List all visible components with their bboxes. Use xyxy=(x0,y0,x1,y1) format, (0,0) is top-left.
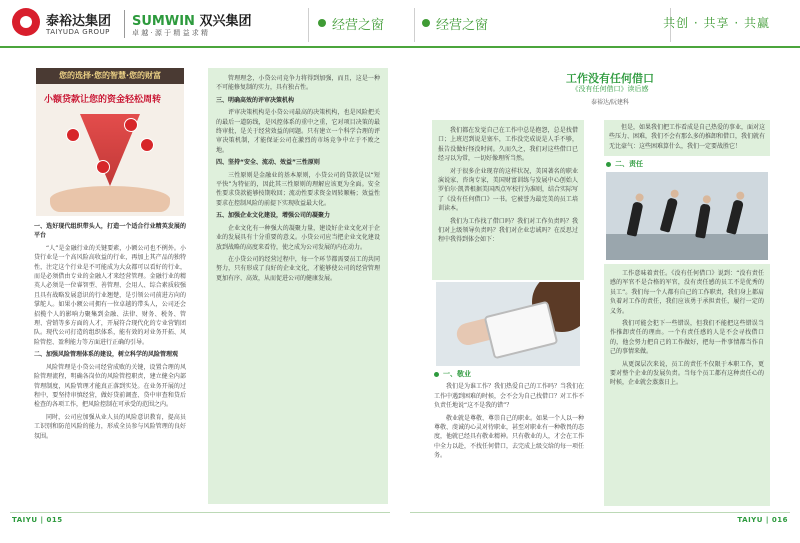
header-rule xyxy=(0,46,800,48)
article-column-3 xyxy=(432,120,584,280)
article-column-1 xyxy=(34,222,186,504)
section-heading-row xyxy=(606,160,768,170)
article-title: 工作没有任何借口 xyxy=(566,72,654,85)
section-heading-label: 二、责任 xyxy=(615,160,643,168)
logo2-english: SUMWIN xyxy=(132,14,195,29)
channel-right-label: 经营之窗 xyxy=(436,17,489,33)
paragraph: 敬业就是尊敬、尊崇自己的职业。如果一个人以一种尊敬、虔诚的心灵对待职业，甚至对职业有一种敬畏的态度，他就已经具有敬业精神。只有敬业的人，才会在工作中全力以赴，不找任何借口，去完成上级交给的每一项任务。 xyxy=(434,414,584,460)
paragraph: 风险管理是小贷公司经营成败的关键，设置合理的风险管理流程，明确各岗位的风险管控职责，建立健全内部管理制度，风险管理才能真正落到实处。在业务开展的过程中，要坚持审慎经营，做好贷前调查、贷中审查和贷后检查的各项工作，把风险控制在可承受的范围之内。 xyxy=(34,363,186,409)
bullet-icon xyxy=(606,162,611,167)
paragraph: 我们可能会犯下一些错误，但我们不能把这些错误当作推卸责任的理由。一个有责任感的人是不会寻找借口的，他会努力把自己的工作做好，把每一件事情都当作自己的事情来做。 xyxy=(610,320,764,356)
ground-graphic xyxy=(606,234,768,260)
page-number: 016 xyxy=(771,516,788,524)
page-header xyxy=(0,0,800,46)
article-subtitle: 《没有任何借口》读后感 xyxy=(571,85,649,93)
section-heading xyxy=(434,370,584,379)
article-author: 泰裕达/阮建科 xyxy=(590,99,630,106)
bullet-icon xyxy=(318,19,326,27)
footer-rule xyxy=(410,512,790,513)
paragraph: 从更深层次来说，员工的责任不仅限于本职工作，更要对整个企业的发展负责。当每个员工都有这种责任心的时候，企业就会蒸蒸日上。 xyxy=(610,360,764,387)
tablet-graphic xyxy=(484,301,559,360)
hand-graphic xyxy=(50,186,170,212)
paragraph: 但是，如果我们把工作看成是自己热爱的事业，面对这些压力、困难，我们不会有那么多的推卸和借口，我们就有无比豪气：这些困难算什么，我们一定要战胜它！ xyxy=(609,124,766,150)
tablet-photo xyxy=(436,282,580,366)
paragraph: 企业文化有一种强大的凝聚力量，建设好企业文化对于企业的发展具有十分重要的意义。小贷公司应当把企业文化建设放到战略的高度来看待，使之成为公司发展的内在动力。 xyxy=(216,224,380,251)
bullet-icon xyxy=(434,372,439,377)
footer-right: TAIYU | 016 xyxy=(737,516,788,524)
paragraph: 评审决策机构是小贷公司最高的决策机构，也是风险把关的最后一道防线，是风控体系的重中之重，它对项目决策的最终审批，是关于经营效益的问题。只有建立一个科学合理的评审决策机制，才能保证公司在激烈的市场竞争中立于不败之地。 xyxy=(216,109,380,154)
runner-figure xyxy=(726,199,744,234)
paragraph: 五、加强企业文化建设，增强公司的凝聚力 xyxy=(216,212,331,220)
footer-left: TAIYU | 015 xyxy=(12,516,63,524)
paragraph: 三性原则是金融业的基本原则，小贷公司的贷款是以“短平快”为特征的，因此其三性原则的理解应该更为全面。安全性要求贷款能够按期收回；流动性要求资金周转顺畅；效益性要求在控制风险的前提下实现收益最大化。 xyxy=(216,171,380,207)
paragraph: 工作意味着责任。《没有任何借口》说到：“没有责任感的军官不是合格的军官，没有责任感的员工不是优秀的员工”。我们每一个人都有自己的工作职责，我们身上都肩负着对工作的责任，我们应该勇于承担责任，履行一定的义务。 xyxy=(610,270,764,315)
runner-figure xyxy=(627,201,644,236)
section-heading xyxy=(606,160,768,169)
paragraph: 同时，公司应加强从业人员的风险意识教育，提高员工识别和防范风险的能力，形成全员参与风险管理的良好氛围。 xyxy=(34,413,186,440)
logo1-english: TAIYUDA GROUP xyxy=(46,28,110,36)
paragraph: 我们为工作找了借口吗？我们对工作负责吗？我们对上级领导负责吗？我们对企业忠诚吗？在反思过程中我得到体会如下： xyxy=(438,217,578,244)
photo-banner: 您的选择·您的智慧·您的财富 xyxy=(36,68,184,84)
coin-icon xyxy=(96,160,110,174)
taiyuda-logo-icon xyxy=(12,8,40,36)
bullet-icon xyxy=(422,19,430,27)
coin-icon xyxy=(66,128,80,142)
slogan: 共创 · 共享 · 共赢 xyxy=(663,16,770,30)
paragraph: “人”是金融行业的关键要素，小额公司也不例外。小贷行业是一个高风险高收益的行业，再加上其产品的独特性，注定这个行业是不可能成为大众都可以看好的行业，而是必须借由专业的金融人才来经营管理。金融行业的精英人必须是一位睿智型、善管理、会用人、综合素质较强且具有战略发展意识的行业翘楚，是引领公司前进方向的掌舵人。如果小额公司拥有一位卓越的带头人，公司还会招揽个人的影响力聚集到金融、法律、财务、税务、管理、营销等多方面的人才，开展符合现代化的专业营销团队。现代公司打造的组织体系，能有效的对业务开拓、风险管控、盈利能力等方面进行正确的引导。 xyxy=(34,244,186,346)
brand-logos xyxy=(12,8,302,42)
channel-right xyxy=(422,12,488,34)
logo2-name xyxy=(132,10,251,29)
paragraph: 管理理念，小贷公司竞争力将得到加强，而且，这是一种不可能修复制的实力，具有独占性。 xyxy=(216,75,380,92)
paragraph: 在小贷公司的经营过程中，每一个环节都需要员工的共同努力，只有形成了良好的企业文化，才能够使公司的经营管理更加有序、高效，从而促进公司的健康发展。 xyxy=(216,255,380,282)
page-number: 015 xyxy=(46,516,63,524)
paragraph: 一、选好现代组织带头人，打造一个适合行业精英发展的平台 xyxy=(34,223,186,240)
logo1-name: 泰裕达集团 xyxy=(46,14,112,29)
footer-brand: TAIYU xyxy=(737,516,763,524)
article-column-5-top xyxy=(604,120,770,156)
coin-icon xyxy=(124,118,138,132)
loan-advert-photo xyxy=(36,68,184,216)
logo-divider xyxy=(124,10,125,38)
footer-brand: TAIYU xyxy=(12,516,38,524)
paragraph: 二、加强风险管理体系的建设，树立科学的风险管理观 xyxy=(34,351,179,359)
photo-headline: 小额贷款让您的资金轻松周转 xyxy=(44,95,162,105)
logo2-chinese: 双兴集团 xyxy=(199,14,252,29)
channel-left xyxy=(318,12,384,34)
paragraph: 三、明确高效的评审决策机构 xyxy=(216,96,295,104)
logo2-tagline: 卓 越 · 源 于 精 益 求 精 xyxy=(132,29,209,37)
paragraph: 四、坚持“安全、流动、效益”三性原则 xyxy=(216,159,320,167)
article-column-5 xyxy=(604,264,770,506)
paragraph: 我们都在发觉自己在工作中总是抱怨，总是找借口；上班迟到说是塞车，工作没完成说是人手不够，报告没做好怪没时间。久而久之，我们对这些借口已经习以为常，一切好像理所当然。 xyxy=(438,127,578,163)
coin-icon xyxy=(140,138,154,152)
header-divider xyxy=(308,8,309,42)
paragraph: 对于很多企业现存的这样状况，美国著名的职业演说家、咨询专家，美国财富训练与发展中心创始人罗伯尔·凯普根据美国西点军校行为准则，结合实际写了《没有任何借口》一书。它被誉为最完美的员工培训读本。 xyxy=(438,167,578,213)
runner-figure xyxy=(660,197,678,232)
paragraph: 我们是为谁工作？我们热爱自己的工作吗？当我们在工作中遇到困难的时候，会不会为自己找借口？对工作不负责任地说“这不是我的错”？ xyxy=(434,383,584,410)
runners-photo xyxy=(606,172,768,260)
article-column-2 xyxy=(208,68,388,504)
channel-left-label: 经营之窗 xyxy=(332,17,385,33)
section-heading-label: 一、敬业 xyxy=(443,370,471,378)
header-divider xyxy=(414,8,415,42)
article-column-4 xyxy=(434,370,584,506)
footer-rule xyxy=(10,512,390,513)
